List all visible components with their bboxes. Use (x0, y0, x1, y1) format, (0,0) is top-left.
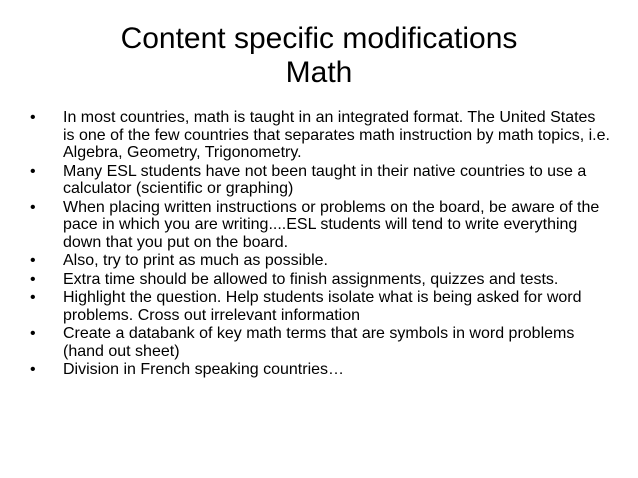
bullet-item (30, 163, 610, 198)
bullet-item (30, 361, 610, 379)
bullet-text: Create a databank of key math terms that are symbols in word problems (hand out sheet) (63, 325, 575, 360)
bullet-text: Division in French speaking countries… (63, 361, 345, 378)
bullet-item (30, 199, 610, 252)
bullet-icon: • (30, 109, 36, 126)
bullet-item (30, 271, 610, 289)
bullet-icon: • (30, 270, 36, 288)
bullet-item (30, 109, 610, 162)
bullet-text: Many ESL students have not been taught in their native countries to use a calculator (scientific or graphing) (63, 162, 587, 197)
bullet-text: Also, try to print as much as possible. (63, 252, 328, 269)
bullet-list (30, 109, 610, 380)
bullet-icon: • (30, 289, 36, 306)
bullet-text: In most countries, math is taught in an integrated format. The United States is one of the few countries that separates math instruction by math topics, i.e. Algebra, Geometry, Trigonometry. (63, 109, 610, 161)
bullet-item (30, 325, 610, 360)
title-line-2: Math (285, 56, 353, 89)
bullet-icon: • (30, 361, 36, 378)
bullet-item (30, 289, 610, 324)
bullet-text: Highlight the question. Help students isolate what is being asked for word problems. Cross out irrelevant information (63, 289, 582, 324)
bullet-icon: • (30, 198, 36, 216)
bullet-icon: • (30, 162, 36, 180)
bullet-icon: • (30, 325, 36, 342)
bullet-icon: • (30, 252, 36, 269)
bullet-text: Extra time should be allowed to finish assignments, quizzes and tests. (63, 270, 559, 288)
title-line-1: Content specific modifications (120, 22, 518, 55)
bullet-text: When placing written instructions or problems on the board, be aware of the pace in which you are writing....ESL students will tend to write everything down that you put on the board. (63, 198, 600, 251)
slide-title (0, 22, 638, 90)
bullet-item (30, 252, 610, 270)
